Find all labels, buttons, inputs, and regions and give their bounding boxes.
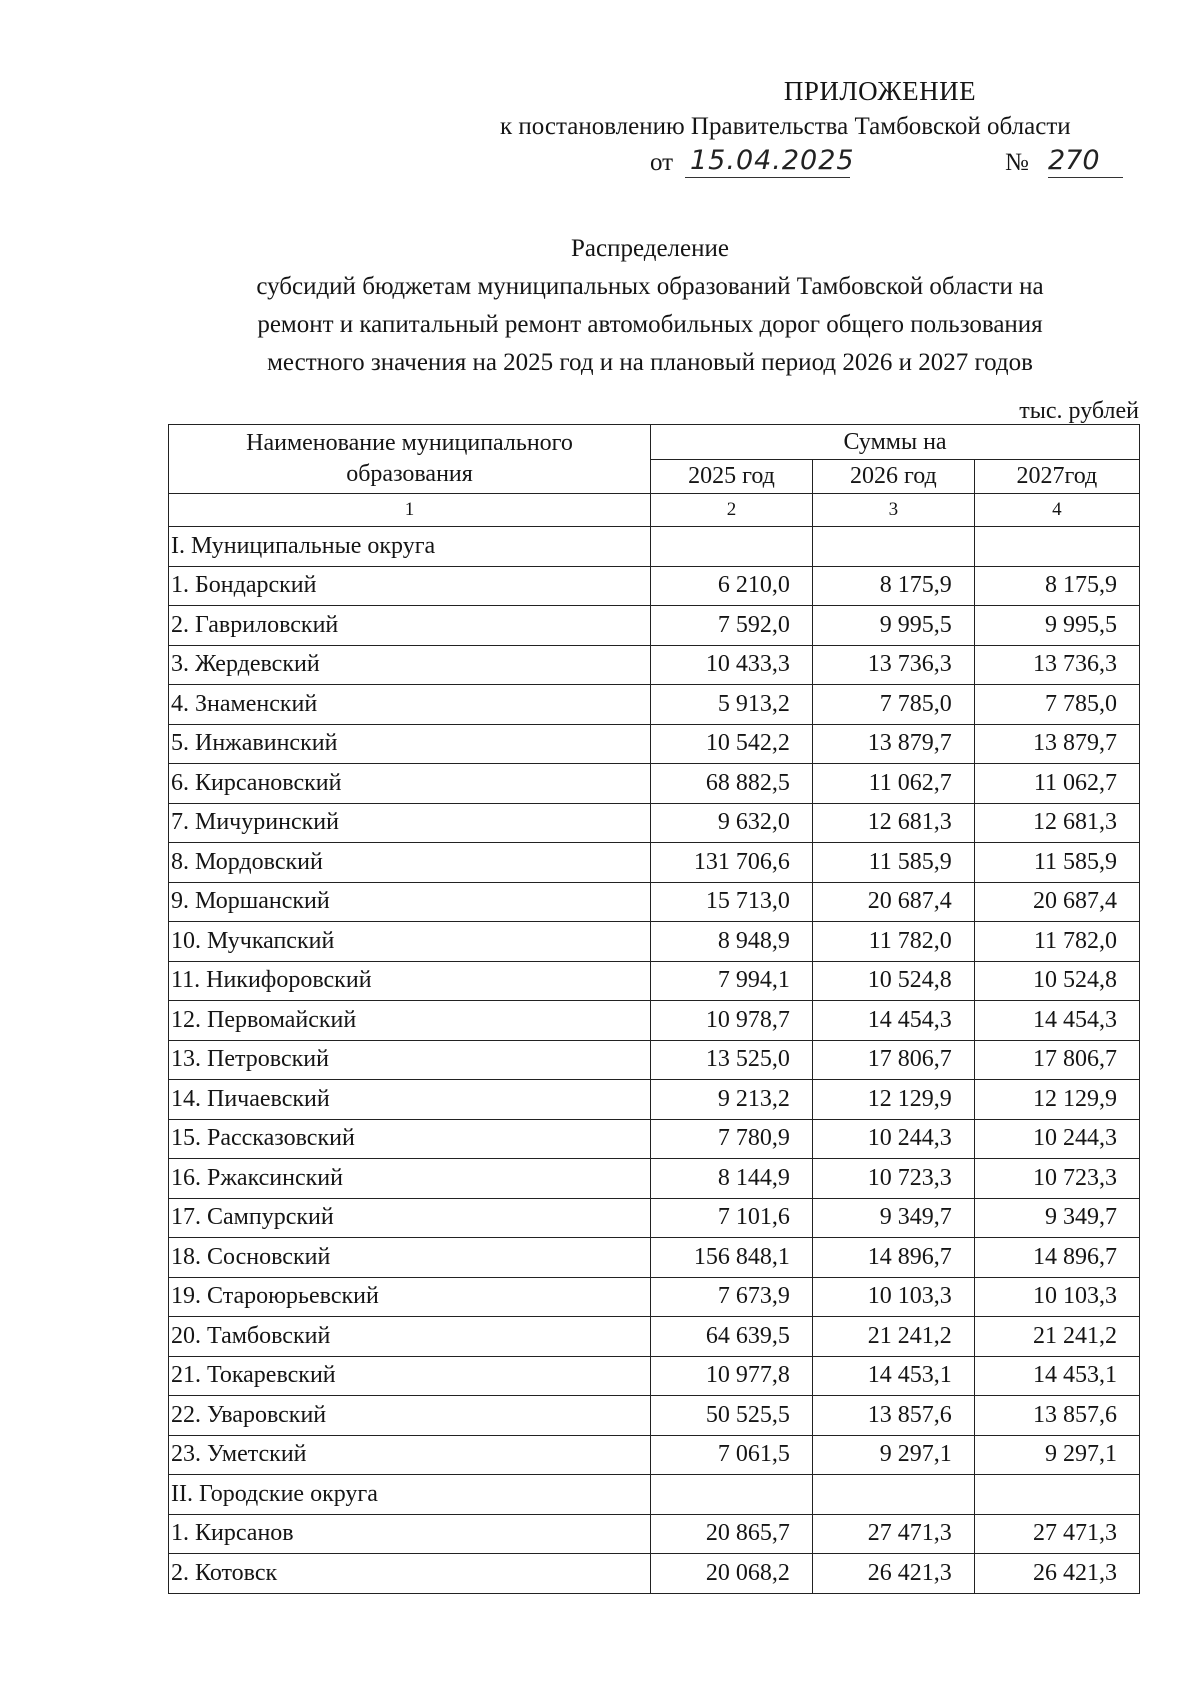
year-header-2027: 2027год xyxy=(974,460,1139,494)
value-2027-cell: 17 806,7 xyxy=(974,1040,1139,1080)
table-row xyxy=(169,1238,1140,1278)
value-2025-cell: 7 061,5 xyxy=(651,1435,813,1475)
value-2027-cell: 12 129,9 xyxy=(974,1080,1139,1120)
appendix-subtitle: к постановлению Правительства Тамбовской области xyxy=(500,113,1071,140)
value-2027-cell: 14 453,1 xyxy=(974,1356,1139,1396)
value-2026-cell: 26 421,3 xyxy=(812,1554,974,1594)
value-2026-cell xyxy=(812,527,974,567)
value-2025-cell: 7 994,1 xyxy=(651,961,813,1001)
table-row xyxy=(169,606,1140,646)
table-row xyxy=(169,1554,1140,1594)
municipality-name-cell: 5. Инжавинский xyxy=(169,724,651,764)
municipality-name-cell: 7. Мичуринский xyxy=(169,803,651,843)
table-row xyxy=(169,1119,1140,1159)
municipality-name-cell: 12. Первомайский xyxy=(169,1001,651,1041)
value-2026-cell: 9 349,7 xyxy=(812,1198,974,1238)
value-2026-cell: 10 244,3 xyxy=(812,1119,974,1159)
table-row xyxy=(169,961,1140,1001)
municipality-name-cell: 1. Кирсанов xyxy=(169,1514,651,1554)
table-row xyxy=(169,1001,1140,1041)
municipality-name-cell: 19. Староюрьевский xyxy=(169,1277,651,1317)
value-2026-cell: 12 681,3 xyxy=(812,803,974,843)
value-2026-cell: 9 297,1 xyxy=(812,1435,974,1475)
value-2026-cell: 14 453,1 xyxy=(812,1356,974,1396)
value-2026-cell: 13 857,6 xyxy=(812,1396,974,1436)
value-2025-cell: 10 542,2 xyxy=(651,724,813,764)
table-row xyxy=(169,843,1140,883)
municipality-name-cell: 22. Уваровский xyxy=(169,1396,651,1436)
value-2027-cell: 27 471,3 xyxy=(974,1514,1139,1554)
value-2025-cell: 9 213,2 xyxy=(651,1080,813,1120)
value-2027-cell: 10 244,3 xyxy=(974,1119,1139,1159)
value-2026-cell: 13 736,3 xyxy=(812,645,974,685)
table-row xyxy=(169,1159,1140,1199)
table-row xyxy=(169,1396,1140,1436)
table-row xyxy=(169,724,1140,764)
value-2027-cell: 8 175,9 xyxy=(974,566,1139,606)
section-row xyxy=(169,527,1140,567)
value-2025-cell: 156 848,1 xyxy=(651,1238,813,1278)
value-2026-cell: 7 785,0 xyxy=(812,685,974,725)
municipality-name-cell: 17. Сампурский xyxy=(169,1198,651,1238)
table-row xyxy=(169,1356,1140,1396)
municipality-name-cell: II. Городские округа xyxy=(169,1475,651,1515)
table-header-row xyxy=(169,425,1140,460)
value-2027-cell xyxy=(974,1475,1139,1515)
appendix-date-number-line xyxy=(500,145,1180,179)
value-2025-cell: 20 865,7 xyxy=(651,1514,813,1554)
table-row xyxy=(169,882,1140,922)
handwritten-number: 270 xyxy=(1048,145,1100,176)
value-2025-cell: 131 706,6 xyxy=(651,843,813,883)
value-2027-cell: 9 349,7 xyxy=(974,1198,1139,1238)
subsidy-table xyxy=(168,424,1140,1594)
value-2027-cell: 10 524,8 xyxy=(974,961,1139,1001)
municipality-name-cell: 13. Петровский xyxy=(169,1040,651,1080)
appendix-title: ПРИЛОЖЕНИЕ xyxy=(783,76,977,106)
municipality-name-cell: 23. Уметский xyxy=(169,1435,651,1475)
table-row xyxy=(169,803,1140,843)
value-2027-cell: 12 681,3 xyxy=(974,803,1139,843)
value-2025-cell: 8 948,9 xyxy=(651,922,813,962)
title-line-1: Распределение xyxy=(571,235,729,262)
value-2026-cell: 21 241,2 xyxy=(812,1317,974,1357)
value-2026-cell: 12 129,9 xyxy=(812,1080,974,1120)
table-row xyxy=(169,685,1140,725)
value-2025-cell: 8 144,9 xyxy=(651,1159,813,1199)
col-number-3: 3 xyxy=(812,494,974,527)
value-2026-cell: 20 687,4 xyxy=(812,882,974,922)
table-row xyxy=(169,566,1140,606)
value-2027-cell: 11 585,9 xyxy=(974,843,1139,883)
municipality-name-cell: 3. Жердевский xyxy=(169,645,651,685)
section-row xyxy=(169,1475,1140,1515)
title-line-4: местного значения на 2025 год и на плановый период 2026 и 2027 годов xyxy=(267,349,1033,376)
municipality-name-cell: 20. Тамбовский xyxy=(169,1317,651,1357)
value-2026-cell: 11 782,0 xyxy=(812,922,974,962)
municipality-name-cell: I. Муниципальные округа xyxy=(169,527,651,567)
municipality-name-cell: 16. Ржаксинский xyxy=(169,1159,651,1199)
value-2027-cell: 9 995,5 xyxy=(974,606,1139,646)
col-number-2: 2 xyxy=(651,494,813,527)
value-2027-cell: 13 857,6 xyxy=(974,1396,1139,1436)
title-line-3: ремонт и капитальный ремонт автомобильных дорог общего пользования xyxy=(257,311,1043,338)
value-2026-cell xyxy=(812,1475,974,1515)
value-2026-cell: 11 062,7 xyxy=(812,764,974,804)
table-row xyxy=(169,764,1140,804)
value-2025-cell: 7 592,0 xyxy=(651,606,813,646)
value-2025-cell: 9 632,0 xyxy=(651,803,813,843)
value-2027-cell: 11 062,7 xyxy=(974,764,1139,804)
value-2025-cell: 10 977,8 xyxy=(651,1356,813,1396)
municipality-name-cell: 15. Рассказовский xyxy=(169,1119,651,1159)
municipality-name-cell: 1. Бондарский xyxy=(169,566,651,606)
value-2025-cell: 10 433,3 xyxy=(651,645,813,685)
value-2025-cell: 5 913,2 xyxy=(651,685,813,725)
appendix-header xyxy=(500,76,1180,179)
value-2026-cell: 8 175,9 xyxy=(812,566,974,606)
municipality-name-cell: 21. Токаревский xyxy=(169,1356,651,1396)
document-title xyxy=(160,230,1140,382)
value-2027-cell: 13 879,7 xyxy=(974,724,1139,764)
sums-header: Суммы на xyxy=(651,425,1140,460)
value-2027-cell: 9 297,1 xyxy=(974,1435,1139,1475)
value-2027-cell: 13 736,3 xyxy=(974,645,1139,685)
name-column-header: Наименование муниципального образования xyxy=(169,425,651,494)
municipality-name-cell: 14. Пичаевский xyxy=(169,1080,651,1120)
value-2025-cell: 68 882,5 xyxy=(651,764,813,804)
value-2027-cell: 11 782,0 xyxy=(974,922,1139,962)
unit-label: тыс. рублей xyxy=(1019,398,1139,424)
table-row xyxy=(169,1080,1140,1120)
municipality-name-cell: 6. Кирсановский xyxy=(169,764,651,804)
value-2025-cell xyxy=(651,1475,813,1515)
value-2026-cell: 17 806,7 xyxy=(812,1040,974,1080)
value-2026-cell: 11 585,9 xyxy=(812,843,974,883)
year-header-2025: 2025 год xyxy=(651,460,813,494)
date-underline xyxy=(685,177,850,178)
value-2025-cell xyxy=(651,527,813,567)
value-2025-cell: 6 210,0 xyxy=(651,566,813,606)
handwritten-date: 15.04.2025 xyxy=(690,145,855,176)
value-2026-cell: 14 454,3 xyxy=(812,1001,974,1041)
value-2026-cell: 14 896,7 xyxy=(812,1238,974,1278)
municipality-name-cell: 2. Котовск xyxy=(169,1554,651,1594)
value-2025-cell: 13 525,0 xyxy=(651,1040,813,1080)
municipality-name-cell: 18. Сосновский xyxy=(169,1238,651,1278)
value-2026-cell: 10 103,3 xyxy=(812,1277,974,1317)
municipality-name-cell: 10. Мучкапский xyxy=(169,922,651,962)
table-column-number-row xyxy=(169,494,1140,527)
municipality-name-cell: 2. Гавриловский xyxy=(169,606,651,646)
value-2027-cell: 21 241,2 xyxy=(974,1317,1139,1357)
value-2027-cell: 10 723,3 xyxy=(974,1159,1139,1199)
value-2027-cell: 10 103,3 xyxy=(974,1277,1139,1317)
value-2025-cell: 50 525,5 xyxy=(651,1396,813,1436)
value-2025-cell: 15 713,0 xyxy=(651,882,813,922)
value-2027-cell: 14 896,7 xyxy=(974,1238,1139,1278)
value-2025-cell: 7 673,9 xyxy=(651,1277,813,1317)
value-2025-cell: 20 068,2 xyxy=(651,1554,813,1594)
value-2027-cell: 26 421,3 xyxy=(974,1554,1139,1594)
table-row xyxy=(169,922,1140,962)
value-2027-cell: 14 454,3 xyxy=(974,1001,1139,1041)
col-number-4: 4 xyxy=(974,494,1139,527)
table-row xyxy=(169,1317,1140,1357)
table-row xyxy=(169,1514,1140,1554)
value-2026-cell: 13 879,7 xyxy=(812,724,974,764)
col-number-1: 1 xyxy=(169,494,651,527)
municipality-name-cell: 11. Никифоровский xyxy=(169,961,651,1001)
value-2025-cell: 10 978,7 xyxy=(651,1001,813,1041)
municipality-name-cell: 8. Мордовский xyxy=(169,843,651,883)
date-label: от xyxy=(650,149,674,176)
value-2026-cell: 9 995,5 xyxy=(812,606,974,646)
number-underline xyxy=(1048,177,1123,178)
title-line-2: субсидий бюджетам муниципальных образований Тамбовской области на xyxy=(256,273,1044,300)
number-label: № xyxy=(1005,149,1029,176)
table-row xyxy=(169,1277,1140,1317)
value-2025-cell: 7 780,9 xyxy=(651,1119,813,1159)
municipality-name-cell: 9. Моршанский xyxy=(169,882,651,922)
table-row xyxy=(169,1435,1140,1475)
table-row xyxy=(169,1040,1140,1080)
value-2027-cell: 20 687,4 xyxy=(974,882,1139,922)
value-2026-cell: 10 723,3 xyxy=(812,1159,974,1199)
value-2027-cell: 7 785,0 xyxy=(974,685,1139,725)
value-2026-cell: 10 524,8 xyxy=(812,961,974,1001)
value-2025-cell: 64 639,5 xyxy=(651,1317,813,1357)
value-2026-cell: 27 471,3 xyxy=(812,1514,974,1554)
value-2027-cell xyxy=(974,527,1139,567)
table-row xyxy=(169,645,1140,685)
year-header-2026: 2026 год xyxy=(812,460,974,494)
value-2025-cell: 7 101,6 xyxy=(651,1198,813,1238)
table-row xyxy=(169,1198,1140,1238)
municipality-name-cell: 4. Знаменский xyxy=(169,685,651,725)
